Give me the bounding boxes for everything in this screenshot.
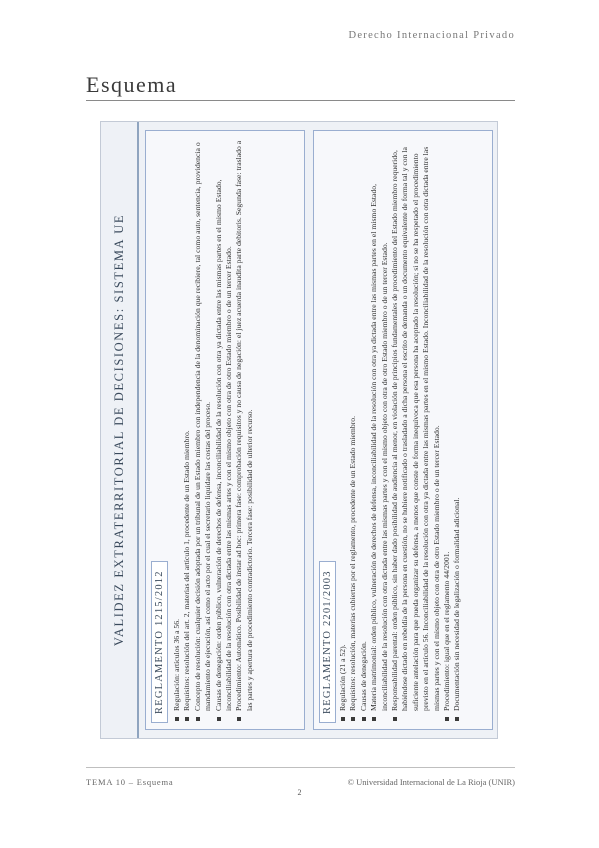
list-item [390,139,442,721]
list-item [182,139,192,721]
scheme-diagram [100,121,498,739]
section-items [172,139,255,721]
page-title: Esquema [86,72,178,97]
bullet-icon [372,717,376,721]
section-title: REGLAMENTO 1215/2012 [151,561,168,723]
bullet-icon [393,717,397,721]
bullet-icon [351,717,355,721]
section-reglamento-1215 [145,130,305,730]
bullet-icon [185,717,189,721]
item-text: Regulación: artículos 36 a 56. [172,618,181,711]
list-item [214,139,235,721]
bullet-icon [341,717,345,721]
footer-topic: TEMA 10 – Esquema [86,777,174,787]
bullet-icon [455,717,459,721]
item-text: Responsabilidad parental: orden público, sin haber dado posibilidad de audiencia al menor, en violación de principios fundamentales de procedimiento del Estado miembro requerido, habiéndose dictado en rebeldía de la persona en cuestión, no se hubiere notificado o trasladado a dicha persona el escrito de demanda o un documento equivalente de forma tal y con la suficiente antelación para que pueda organizar su defensa, a menos que conste de forma inequívoca que esa persona ha aceptado la resolución; si no se ha respetado el procedimiento previsto en el artículo 56. Inconciliabilidad de la resolución con otra ya dictada entre las mismas partes en el mismo Estado. Inconciliabilidad de la resolución con otra dictada entre las mismas partes y con el mismo objeto con otra de otro Estado miembro o de un tercer Estado. [390,146,441,711]
list-item [193,139,214,721]
section-reglamento-2201 [313,130,493,730]
section-items [338,139,463,721]
item-text: Causas de denegación: orden público, vulneración de derechos de defensa, inconciliabilidad de la resolución con otra ya dictada entre las mismas partes en el mismo Estado, inconciliabilidad de la resolución con otra dictada entre las mismas artes y con el mismo objeto con otra de otro Estado miembro o de un tercer Estado. [213,179,234,711]
item-text: Requisitos: resolución, materias cubiertas por el reglamento, procedente de un Estado miembro. [348,415,358,711]
item-text: Documentación sin necesidad de legalización o formalidad adicional. [452,497,462,711]
item-text: Causas de denegación. [358,641,368,711]
list-item [172,139,182,721]
footer-copyright: © Universidad Internacional de La Rioja (UNIR) [347,777,515,787]
list-item [452,139,462,721]
bullet-icon [217,717,221,721]
page-number: 2 [297,788,302,797]
bullet-icon [237,717,241,721]
section-title: REGLAMENTO 2201/2003 [319,561,336,723]
running-header: Derecho Internacional Privado [348,30,515,41]
item-text: Regulación (21 a 52). [338,644,347,711]
scheme-heading: VALIDEZ EXTRATERRITORIAL DE DECISIONES: SISTEMA UE [111,213,126,647]
list-item [359,139,369,721]
bullet-icon [362,717,366,721]
item-text: Procedimiento: igual que en el reglamento 44/2001. [442,551,452,711]
bullet-icon [196,717,200,721]
scheme-frame [100,121,498,739]
footer-divider [86,767,515,768]
item-text: Concepto de resolución: cualquier decisión adoptada por un tribunal de un Estado miembro con independencia de la denominación que recibiere, tal como auto, sentencia, providencia o mandamiento de ejecución, así como el acto por el cual el secretario liquidare las costas del proceso. [192,142,213,711]
list-item [442,139,452,721]
list-item [348,139,358,721]
title-divider [86,100,515,101]
item-text: Requisitos: resolución del art. 2, materias del artículo 1, procedente de un Estado miembro. [182,430,192,711]
bullet-icon [445,717,449,721]
item-text: Materia matrimonial: orden público, vulneración de derechos de defensa, inconciliabilidad de la resolución con otra ya dictada entre las mismas partes en el mismo Estado, inconciliabilidad de la resolución con otra dictada entre las mismas partes y con el mismo objeto con otra de otro Estado miembro o de un tercer Estado. [369,183,389,711]
item-text: Procedimiento: Automático. Posibilidad de instar ad hoc: primera fase: comprobación requisitos y no causa de negación: el juez acuerda inaudita parte debitoris. Segunda fase: traslado a las partes y apertura de procedimiento contradictorio. Tercera fase: posibilidad de ulterior recurso. [234,140,254,711]
list-item [234,139,255,721]
list-item [338,139,348,721]
bullet-icon [175,717,179,721]
heading-divider [137,122,139,738]
list-item [369,139,390,721]
